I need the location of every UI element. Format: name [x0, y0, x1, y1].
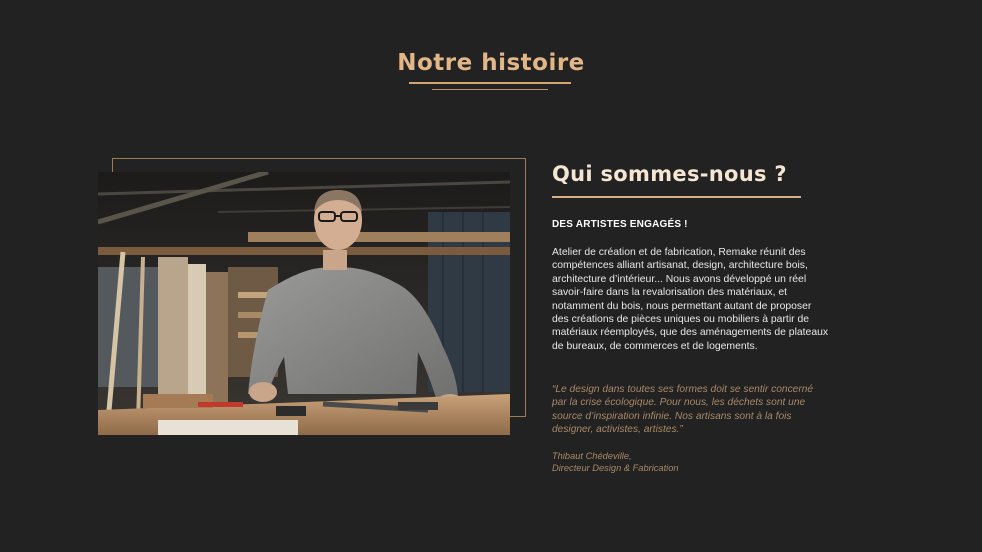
title-underline — [409, 82, 571, 84]
about-heading-underline — [552, 196, 801, 198]
about-body — [552, 246, 897, 353]
about-body-line: compétences alliant artisanat, design, architecture bois, — [552, 260, 808, 272]
workshop-photo — [98, 172, 510, 435]
about-body-line: matériaux réemployés, que des aménagements de plateaux — [552, 327, 829, 339]
about-body-line: de bureaux, de commerces et de logements. — [552, 340, 758, 352]
about-body-line: Atelier de création et de fabrication, Remake réunit des — [552, 247, 806, 258]
about-body-line: savoir-faire dans la revalorisation des matériaux, et — [552, 287, 788, 299]
workshop-photo-illustration — [98, 172, 510, 435]
about-body-line: architecture d’intérieur... Nous avons développé un réel — [552, 273, 807, 285]
about-heading: Qui sommes-nous ? — [552, 162, 787, 186]
author-role: Directeur Design & Fabrication — [552, 463, 679, 473]
quote-line: designer, activistes, artistes.” — [552, 424, 683, 436]
author-name: Thibaut Chédeville, — [552, 451, 632, 461]
founder-quote — [552, 383, 892, 437]
title-underline-secondary — [432, 89, 548, 90]
tagline: DES ARTISTES ENGAGÉS ! — [552, 219, 688, 230]
section-title: Notre histoire — [397, 50, 585, 76]
about-body-line: notamment du bois, nous permettant autant de proposer — [552, 300, 812, 312]
quote-author — [552, 450, 679, 474]
about-body-line: des créations de pièces uniques ou mobiliers à partir de — [552, 314, 810, 326]
quote-line: par la crise écologique. Pour nous, les déchets sont une — [552, 397, 806, 409]
quote-line: “Le design dans toutes ses formes doit se sentir concerné — [552, 384, 814, 395]
quote-line: source d’inspiration infinie. Nos artisans sont à la fois — [552, 410, 792, 422]
